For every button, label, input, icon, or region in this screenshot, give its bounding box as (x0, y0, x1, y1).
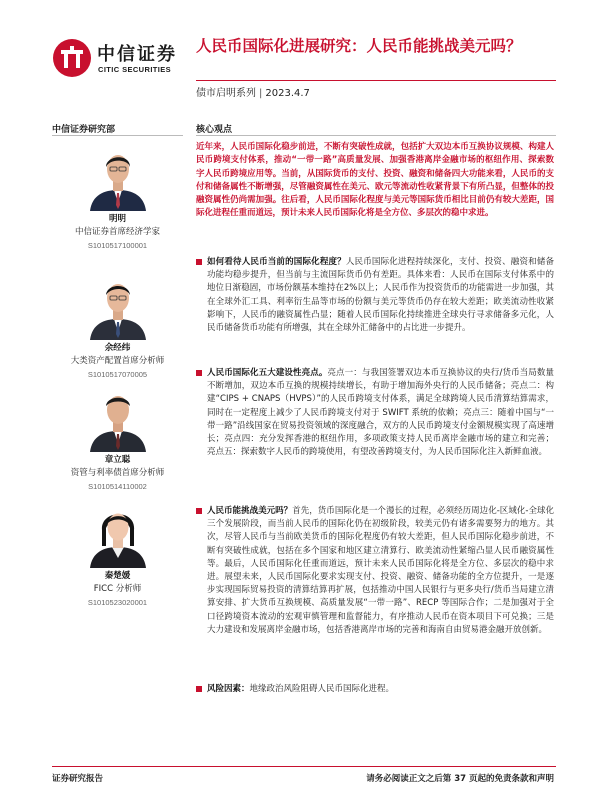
bullet-lead: 风险因素： (207, 684, 250, 694)
analyst-title: 资管与利率债首席分析师 (70, 468, 165, 478)
analyst-card (52, 500, 183, 609)
analyst-name: 秦楚媛 (104, 571, 131, 581)
person-photo-icon (86, 272, 150, 340)
bullet-section (196, 683, 554, 696)
series-line (196, 84, 310, 99)
analyst-title: 中信证券首席经济学家 (74, 227, 160, 237)
person-photo-icon (86, 500, 150, 568)
analyst-photo (86, 272, 150, 340)
citic-logo (52, 36, 192, 80)
bullet-section (196, 367, 554, 459)
person-photo-icon (86, 384, 150, 452)
analyst-license-code: S1010514110002 (88, 482, 147, 491)
core-views-heading: 核心观点 (196, 125, 233, 135)
bullet-lead: 人民币国际化五大建设性亮点。 (207, 368, 328, 378)
bullet-lead: 如何看待人民币当前的国际化程度？ (207, 257, 346, 267)
header-divider (196, 80, 556, 81)
analyst-photo (86, 384, 150, 452)
report-title: 人民币国际化进展研究：人民币能挑战美元吗？ (196, 37, 522, 55)
left-divider (52, 135, 183, 136)
red-square-bullet-icon (196, 686, 202, 692)
analyst-title: 大类资产配置首席分析师 (70, 356, 165, 366)
analyst-title: FICC 分析师 (93, 584, 142, 594)
person-photo-icon (86, 143, 150, 211)
report-date: 2023.4.7 (265, 88, 310, 99)
red-square-bullet-icon (196, 259, 202, 265)
bullet-text: 亮点一：与我国签署双边本币互换协议的央行/货币当局数量不断增加，双边本币互换的规模持续增长，有助于增加海外央行的人民币储备；亮点二：构建“CIPS + CNAPS（HVPS）”的人民币跨境支付体系，满足全球跨境人民币清算结算需求，同时在一定程度上减少了人民币跨境支付对于 SWIFT 系统的依赖；亮点三：随着中国与“一带一路”沿线国家在贸易投资领域的深度融合，双方的人民币跨境支付金额规模实现了高速增长；亮点四：充分发挥香港的枢纽作用，多项政策支持人民币离岸金融市场的建立和完善；亮点五：探索数字人民币的跨境使用，有望改善跨境支付，为人民币国际化注入新鲜血液。 (207, 368, 554, 458)
core-divider (196, 135, 556, 136)
analyst-photo (86, 143, 150, 211)
analyst-card (52, 272, 183, 381)
separator: | (259, 88, 263, 99)
analyst-name: 明明 (108, 214, 126, 224)
analyst-name: 余经纬 (104, 343, 131, 353)
summary-paragraph: 近年来，人民币国际化稳步前进，不断有突破性成就，包括扩大双边本币互换协议规模、构建人民币跨境支付体系，推动“一带一路”高质量发展、加强香港离岸金融市场的枢纽作用、探索数字人民币跨境应用等。当前，从国际货币的支付、投资、融资和储备四大功能来看，人民币的支付和储备属性不断增强，尽管融资属性在美元、欧元等流动性收紧背景下有所凸显，但整体的投融资属性仍尚需加强。往后看，人民币国际化程度与美元等国际货币相比目前仍有较大差距，国际化进程任重而道远，预计未来人民币国际化将是全方位、多层次的稳中求进。 (196, 142, 554, 219)
red-square-bullet-icon (196, 508, 202, 514)
analyst-name: 章立聪 (104, 455, 131, 465)
bullet-lead: 人民币能挑战美元吗？ (207, 506, 293, 516)
logo-chinese-text: 中信证券 (97, 44, 177, 65)
analyst-license-code: S1010523020001 (87, 598, 148, 607)
footer-disclaimer-note: 请务必阅读正文之后第 37 页起的免责条款和声明 (366, 774, 554, 784)
logo-english-text: CITIC SECURITIES (98, 65, 172, 74)
bullet-text: 人民币国际化进程持续深化，支付、投资、融资和储备功能均稳步提升，但当前与主流国际货币仍有差距。具体来看：人民币在国际支付体系中的地位日渐稳固，市场份额基本维持在2%以上；人民币作为投资货币的功能需进一步加强，其在全球外汇工具、利率衍生品等市场的份额与美元等货币仍存在较大差距；欧美流动性收紧影响下，人民币的融资属性凸显；随着人民币国际化持续推进全球央行寻求储备多元化，人民币储备货币功能有所增强，其在全球外汇储备中的占比进一步提升。 (207, 257, 554, 334)
analyst-photo (86, 500, 150, 568)
footer-report-label: 证券研究报告 (52, 774, 104, 784)
bullet-section (196, 256, 554, 335)
citic-logo-mark-icon (52, 38, 92, 78)
analyst-license-code: S1010517100001 (87, 241, 148, 250)
analyst-license-code: S1010517070005 (87, 370, 148, 379)
bullet-text: 地缘政治风险阻碍人民币国际化进程。 (249, 684, 395, 694)
footer-divider (52, 766, 556, 767)
analyst-card (52, 143, 183, 252)
analyst-card (52, 384, 183, 493)
bullet-text: 首先，货币国际化是一个漫长的过程，必须经历周边化-区域化-全球化三个发展阶段，而当前人民币的国际化仍在初级阶段，较美元仍有诸多需要努力的地方。其次，尽管人民币与当前欧美货币的国际化程度仍有较大差距，但人民币国际化稳步前进，不断有突破性成就，包括在多个国家和地区建立清算行、欧美流动性紧缩凸显人民币融资属性等。最后，人民币国际化任重而道远，预计未来人民币国际化将是全方位、多层次的稳中求进。展望未来，人民币国际化要求实现支付、投资、融资、储备功能的全方位提升，一是逐步实现国际贸易投资的清算结算再扩展，包括推动中国人民银行与更多央行/货币当局建立清算安排、扩大货币互换规模、高质量发展“一带一路”、RECP 等国际合作；二是加强对于全口径跨境资本流动的宏观审慎管理和监督能力，有序推动人民币在资本项目下可兑换；三是大力建设和发展离岸金融市场，包括香港离岸市场的完善和海南自由贸易港金融开放创新。 (207, 506, 554, 635)
red-square-bullet-icon (196, 370, 202, 376)
bullet-section (196, 505, 554, 637)
series-name: 债市启明系列 (196, 88, 256, 99)
research-dept-heading: 中信证券研究部 (52, 125, 116, 135)
